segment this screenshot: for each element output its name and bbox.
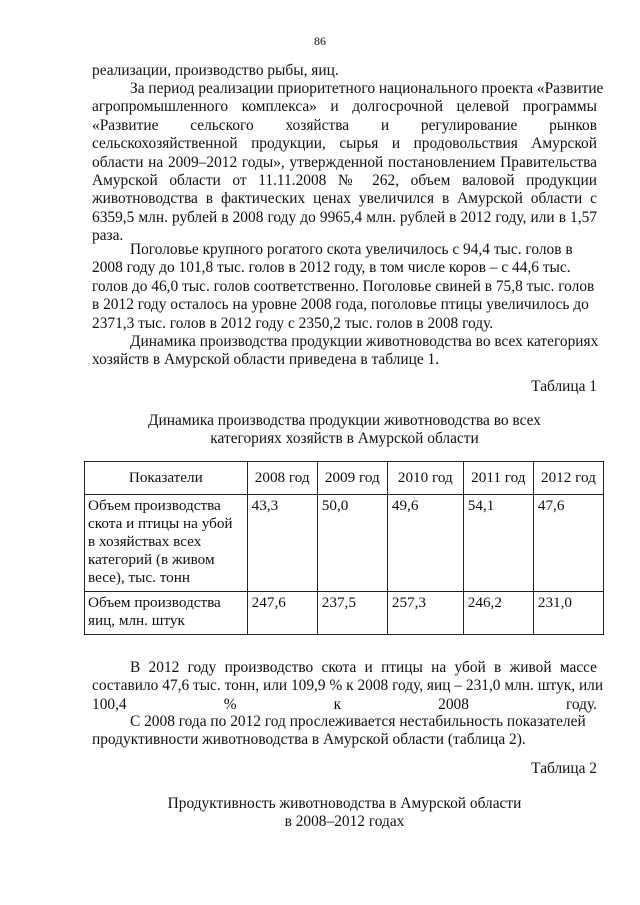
paragraph-livestock — [92, 241, 597, 333]
label-line: скота и птицы на убой — [88, 515, 233, 532]
table1-label: Таблица 1 — [531, 378, 597, 395]
paragraph-productivity — [92, 713, 597, 750]
value-cell: 49,6 — [387, 495, 463, 592]
text-line: Динамика производства продукции животноводства во всех категориях — [130, 333, 599, 350]
row-label-cell — [85, 495, 248, 592]
table-row — [85, 495, 604, 592]
table2-label: Таблица 2 — [531, 760, 597, 777]
text-line: В 2012 году производство скота и птицы на убой в живой массе — [130, 659, 597, 676]
text-line: С 2008 года по 2012 год прослеживается нестабильность показателей — [130, 713, 586, 730]
table1 — [84, 461, 604, 635]
table1-title — [92, 412, 597, 449]
value-cell: 237,5 — [317, 592, 387, 635]
title-line: в 2008–2012 годах — [284, 813, 405, 831]
paragraph-continuation — [92, 62, 597, 80]
label-line: Объем производства — [88, 497, 221, 514]
title-line: Продуктивность животноводства в Амурской области — [167, 795, 522, 812]
text-line: животноводства в фактических ценах увеличился в Амурской области с — [92, 190, 597, 208]
value-cell: 50,0 — [317, 495, 387, 592]
text-line: «Развитие сельского хозяйства и регулирование рынков — [92, 116, 597, 134]
text-line: области на 2009–2012 годы», утвержденной постановлением Правительства — [92, 153, 597, 171]
text-line: сельскохозяйственной продукции, сырья и продовольствия Амурской — [92, 135, 597, 153]
value-cell: 246,2 — [463, 592, 533, 635]
text-line: 2371,3 тыс. голов в 2012 году с 2350,2 тыс. голов в 2008 году. — [92, 314, 494, 332]
label-line: категорий (в живом — [88, 551, 215, 568]
text-line: в 2012 году осталось на уровне 2008 года, поголовье птицы увеличилось до — [92, 296, 589, 314]
text-line: составило 47,6 тыс. тонн, или 109,9 % к 2008 году, яиц – 231,0 млн. штук, или — [92, 677, 604, 695]
value-cell: 257,3 — [387, 592, 463, 635]
text-line: голов до 46,0 тыс. голов соответственно. Поголовье свиней в 75,8 тыс. голов — [92, 277, 595, 295]
table-row — [85, 592, 604, 635]
header-cell: Показатели — [85, 462, 248, 495]
header-cell: 2008 год — [247, 462, 317, 495]
table2-title — [92, 795, 597, 832]
label-line: в хозяйствах всех — [88, 533, 202, 550]
text-line: реализации, производство рыбы, яиц. — [92, 62, 339, 79]
value-cell: 47,6 — [533, 495, 603, 592]
label-line: яиц, млн. штук — [88, 612, 185, 629]
text-line: продуктивности животноводства в Амурской области (таблица 2). — [92, 731, 526, 749]
value-cell: 231,0 — [533, 592, 603, 635]
paragraph-production-2012 — [92, 659, 604, 714]
header-cell: 2011 год — [463, 462, 533, 495]
label-line: весе), тыс. тонн — [88, 569, 190, 586]
page-number: 86 — [314, 34, 326, 48]
text-line: Поголовье крупного рогатого скота увеличилось с 94,4 тыс. голов в — [130, 241, 573, 258]
header-cell: 2012 год — [533, 462, 603, 495]
text-line: раза. — [92, 227, 124, 245]
table-header-row — [85, 462, 604, 495]
value-cell: 54,1 — [463, 495, 533, 592]
text-line: 2008 году до 101,8 тыс. голов в 2012 году, в том числе коров – с 44,6 тыс. — [92, 259, 571, 277]
row-label-cell — [85, 592, 248, 635]
value-cell: 247,6 — [247, 592, 317, 635]
label-line: Объем производства — [88, 594, 221, 611]
header-cell: 2009 год — [317, 462, 387, 495]
title-line: категориях хозяйств в Амурской области — [210, 430, 479, 448]
text-line: 100,4 % к 2008 году. — [92, 695, 597, 713]
paragraph-dynamics — [92, 333, 597, 370]
value-cell: 43,3 — [247, 495, 317, 592]
text-line: Амурской области от 11.11.2008 № 262, объем валовой продукции — [92, 172, 597, 190]
text-line: агропромышленного комплекса» и долгосрочной целевой программы — [92, 98, 597, 116]
header-cell: 2010 год — [387, 462, 463, 495]
paragraph-program — [92, 80, 604, 246]
title-line: Динамика производства продукции животноводства во всех — [148, 412, 541, 429]
text-line: 6359,5 млн. рублей в 2008 году до 9965,4 млн. рублей в 2012 году, или в 1,57 — [92, 208, 597, 226]
text-line: хозяйств в Амурской области приведена в таблице 1. — [92, 351, 440, 369]
text-line: За период реализации приоритетного национального проекта «Развитие — [130, 80, 604, 97]
